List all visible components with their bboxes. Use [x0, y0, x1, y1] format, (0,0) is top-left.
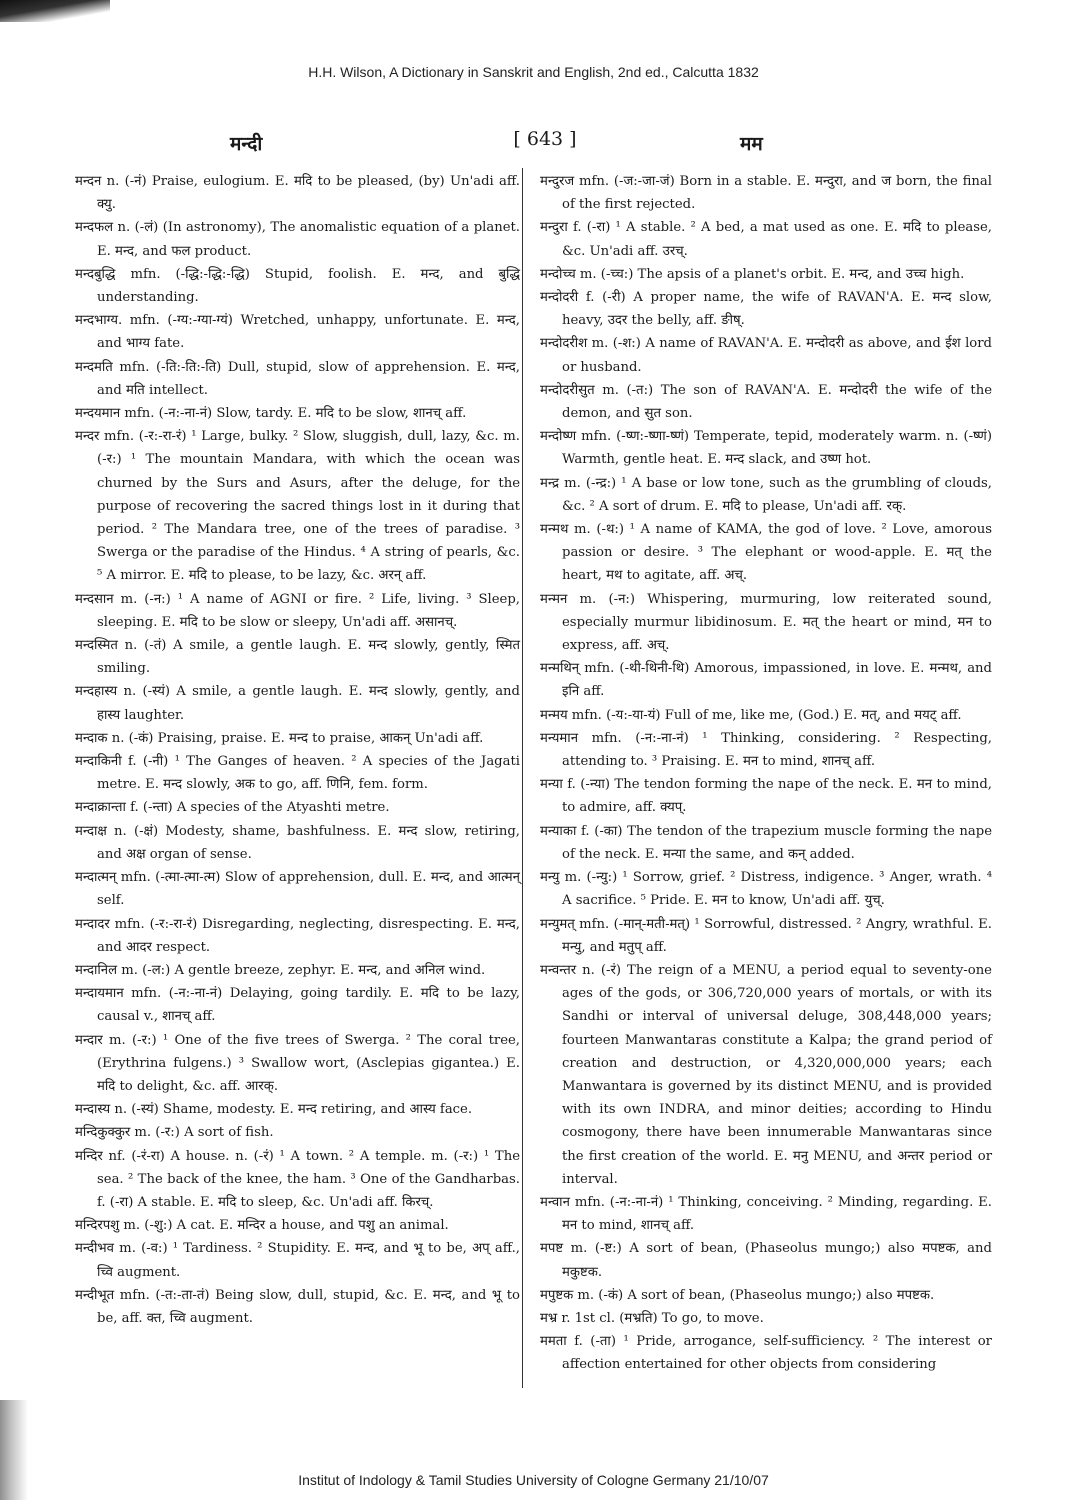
dictionary-entry: मन्दिकुक्कुर m. (-र:) A sort of fish.: [75, 1125, 274, 1141]
dictionary-entry: मन्दुरज mfn. (-ज:-जा-जं) Born in a stable. E. मन्दुरा, and ज born, the final of the first rejected.: [540, 174, 992, 213]
dictionary-entry: मन्मन m. (-न:) Whispering, murmuring, low reiterated sound, especially murmur libidinosum. E. मत् the heart or mind, मन to express, aff. अच्.: [540, 591, 992, 654]
dictionary-entry: मभ्र r. 1st cl. (मभ्रति) To go, to move.: [540, 1310, 764, 1326]
dictionary-entry: मन्दुरा f. (-रा) ¹ A stable. ² A bed, a mat used as one. E. मदि to please, &c. Un'adi aff. उरच्.: [540, 220, 992, 259]
dictionary-entry: मन्दर mfn. (-र:-रा-रं) ¹ Large, bulky. ² Slow, sluggish, dull, lazy, &c. m. (-र:) ¹ The mountain Mandara, with which the ocean was churned by the Surs and Asurs, after the deluge, for the purpose of recovering the sacred things lost in it during that period. ² The Mandara tree, one of the trees of paradise. ³ Swerga or the paradise of the Hindus. ⁴ A string of pearls, &c. ⁵ A mirror. E. मदि to please, to be lazy, &c. अरन् aff.: [75, 429, 520, 584]
dictionary-entry: मन्दिरपशु m. (-शु:) A cat. E. मन्दिर a house, and पशु an animal.: [75, 1218, 449, 1234]
page-number: [ 643 ]: [513, 128, 577, 150]
column-divider: [522, 168, 523, 1388]
scan-shadow-corner: [0, 0, 110, 22]
dictionary-entry: मन्दहास्य n. (-स्यं) A smile, a gentle laugh. E. मन्द slowly, gently, and हास्य laughter.: [75, 684, 520, 723]
left-column: [75, 170, 520, 1330]
dictionary-entry: ममता f. (-ता) ¹ Pride, arrogance, self-sufficiency. ² The interest or affection entertained for other objects from considering: [540, 1334, 992, 1373]
dictionary-entry: मन्मथिन् mfn. (-थी-थिनी-थि) Amorous, impassioned, in love. E. मन्मथ, and इनि aff.: [540, 661, 992, 700]
right-column: [540, 170, 992, 1377]
dictionary-entry: मन्याका f. (-का) The tendon of the trapezium muscle forming the nape of the neck. E. मन्या the same, and कन् added.: [540, 823, 992, 862]
dictionary-entry: मन्दीभूत mfn. (-त:-ता-तं) Being slow, dull, stupid, &c. E. मन्द, and भू to be, aff. क्त, च्वि augment.: [75, 1287, 520, 1326]
dictionary-entry: मन्दमति mfn. (-ति:-ति:-ति) Dull, stupid, slow of apprehension. E. मन्द, and मति intellect.: [75, 359, 520, 398]
dictionary-entry: मन्दोच्च m. (-च्च:) The apsis of a planet's orbit. E. मन्द, and उच्च high.: [540, 266, 965, 282]
dictionary-entry: मन्दार m. (-र:) ¹ One of the five trees of Swerga. ² The coral tree, (Erythrina fulgens.) ³ Swallow wort, (Asclepias gigantea.) E. मदि to delight, &c. aff. आरक्.: [75, 1032, 520, 1094]
dictionary-entry: मन्दसान m. (-न:) ¹ A name of AGNI or fire. ² Life, living. ³ Sleep, sleeping. E. मदि to be slow or sleepy, Un'adi aff. असानच्.: [75, 591, 520, 630]
dictionary-entry: मन्मय mfn. (-य:-या-यं) Full of me, like me, (God.) E. मत्, and मयट् aff.: [540, 707, 962, 723]
dictionary-entry: मन्यु m. (-न्यु:) ¹ Sorrow, grief. ² Distress, indigence. ³ Anger, wrath. ⁴ A sacrifice. ⁵ Pride. E. मन to know, Un'adi aff. युच्.: [540, 870, 992, 909]
dictionary-entry: मन्दास्य n. (-स्यं) Shame, modesty. E. मन्द retiring, and आस्य face.: [75, 1102, 473, 1118]
dictionary-entry: मन्दस्मित n. (-तं) A smile, a gentle laugh. E. मन्द slowly, gently, स्मित smiling.: [75, 638, 520, 677]
dictionary-entry: मन्दायमान mfn. (-न:-ना-नं) Delaying, going tardily. E. मदि to be lazy, causal v., शानच् aff.: [75, 986, 520, 1025]
dictionary-entry: मन्वन्तर n. (-रं) The reign of a MENU, a period equal to seventy-one ages of the gods, or 306,720,000 years of mortals, or with its Sandhi or interval of universal deluge, 308,448,000 years; fourteen Manwantaras constitute a Kalpa; the grand period of creation and destruction, or 4,320,000,000 years; each Manwantara is governed by its distinct MENU, and is provided with its own INDRA, and minor deities; according to Hindu cosmogony, there have been innumerable Manwantaras since the first creation of the world. E. मनु MENU, and अन्तर period or interval.: [540, 962, 992, 1187]
dictionary-entry: मन्दाक n. (-कं) Praising, praise. E. मन्द to praise, आकन् Un'adi aff.: [75, 730, 484, 746]
dictionary-entry: मन्दाक्ष n. (-क्षं) Modesty, shame, bashfulness. E. मन्द slow, retiring, and अक्ष organ of sense.: [75, 823, 520, 862]
dictionary-entry: मन्दोदरीश m. (-श:) A name of RAVAN'A. E. मन्दोदरी as above, and ईश lord or husband.: [540, 336, 992, 375]
dictionary-entry: मन्दभाग्य. mfn. (-ग्य:-ग्या-ग्यं) Wretched, unhappy, unfortunate. E. मन्द, and भाग्य fate.: [75, 313, 520, 352]
dictionary-entry: मन्दोदरी f. (-री) A proper name, the wife of RAVAN'A. E. मन्द slow, heavy, उदर the belly, aff. ङीष्.: [540, 290, 992, 329]
dictionary-entry: मपष्ट m. (-ष्ट:) A sort of bean, (Phaseolus mungo;) also मपष्टक, and मकुष्टक.: [540, 1241, 992, 1280]
footer-credit: Institut of Indology & Tamil Studies University of Cologne Germany 21/10/07: [298, 1472, 769, 1488]
dictionary-entry: मन्युमत् mfn. (-मान्-मती-मत्) ¹ Sorrowful, distressed. ² Angry, wrathful. E. मन्यु, and मतुप् aff.: [540, 916, 992, 955]
source-header: H.H. Wilson, A Dictionary in Sanskrit and English, 2nd ed., Calcutta 1832: [308, 64, 759, 80]
dictionary-entry: मन्दन n. (-नं) Praise, eulogium. E. मदि to be pleased, (by) Un'adi aff. क्यु.: [75, 174, 520, 213]
dictionary-entry: मन्दबुद्धि mfn. (-द्धि:-द्धि:-द्धि) Stupid, foolish. E. मन्द, and बुद्धि understanding.: [75, 266, 520, 306]
dictionary-entry: मन्दफल n. (-लं) (In astronomy), The anomalistic equation of a planet. E. मन्द, and फल product.: [75, 220, 520, 259]
running-head-left: मन्दी: [230, 133, 263, 155]
dictionary-entry: मन्मथ m. (-थ:) ¹ A name of KAMA, the god of love. ² Love, amorous passion or desire. ³ The elephant or wood-apple. E. मत् the heart, मथ to agitate, aff. अच्.: [540, 522, 992, 584]
dictionary-entry: मन्दोष्ण mfn. (-ष्ण:-ष्णा-ष्णं) Temperate, tepid, moderately warm. n. (-ष्णं) Warmth, gentle heat. E. मन्द slack, and उष्ण hot.: [540, 429, 992, 468]
dictionary-entry: मन्यमान mfn. (-न:-ना-नं) ¹ Thinking, considering. ² Respecting, attending to. ³ Praising. E. मन to mind, शानच् aff.: [540, 730, 992, 770]
dictionary-entry: मन्दाकिनी f. (-नी) ¹ The Ganges of heaven. ² A species of the Jagati metre. E. मन्द slowly, अक to go, aff. णिनि, fem. form.: [75, 754, 520, 793]
dictionary-entry: मन्दात्मन् mfn. (-त्मा-त्मा-त्म) Slow of apprehension, dull. E. मन्द, and आत्मन् self.: [75, 870, 520, 909]
running-head: [60, 128, 1000, 164]
dictionary-entry: मन्दाक्रान्ता f. (-न्ता) A species of the Atyashti metre.: [75, 800, 390, 816]
dictionary-entry: मन्दयमान mfn. (-न:-ना-नं) Slow, tardy. E. मदि to be slow, शानच् aff.: [75, 406, 467, 422]
dictionary-entry: मन्दोदरीसुत m. (-त:) The son of RAVAN'A. E. मन्दोदरी the wife of the demon, and सुत son.: [540, 382, 992, 422]
dictionary-entry: मन्वान mfn. (-न:-ना-नं) ¹ Thinking, conceiving. ² Minding, regarding. E. मन to mind, शानच् aff.: [540, 1194, 992, 1234]
dictionary-entry: मन्दिर nf. (-रं-रा) A house. n. (-रं) ¹ A town. ² A temple. m. (-र:) ¹ The sea. ² The back of the knee, the ham. ³ One of the Gandharbas. f. (-रा) A stable. E. मदि to sleep, &c. Un'adi aff. किरच्.: [75, 1148, 520, 1210]
dictionary-entry: मन्द्र m. (-न्द्र:) ¹ A base or low tone, such as the grumbling of clouds, &c. ² A sort of drum. E. मदि to please, Un'adi aff. रक्.: [540, 475, 992, 514]
running-head-right: मम: [740, 133, 763, 155]
dictionary-entry: मन्दानिल m. (-ल:) A gentle breeze, zephyr. E. मन्द, and अनिल wind.: [75, 962, 486, 978]
dictionary-entry: मन्दादर mfn. (-र:-रा-रं) Disregarding, neglecting, disrespecting. E. मन्द, and आदर respect.: [75, 916, 520, 955]
dictionary-entry: मपुष्टक m. (-कं) A sort of bean, (Phaseolus mungo;) also मपष्टक.: [540, 1287, 935, 1303]
dictionary-entry: मन्या f. (-न्या) The tendon forming the nape of the neck. E. मन to mind, to admire, aff. क्यप्.: [540, 777, 992, 816]
dictionary-entry: मन्दीभव m. (-व:) ¹ Tardiness. ² Stupidity. E. मन्द, and भू to be, अप् aff., च्वि augment.: [75, 1241, 520, 1280]
